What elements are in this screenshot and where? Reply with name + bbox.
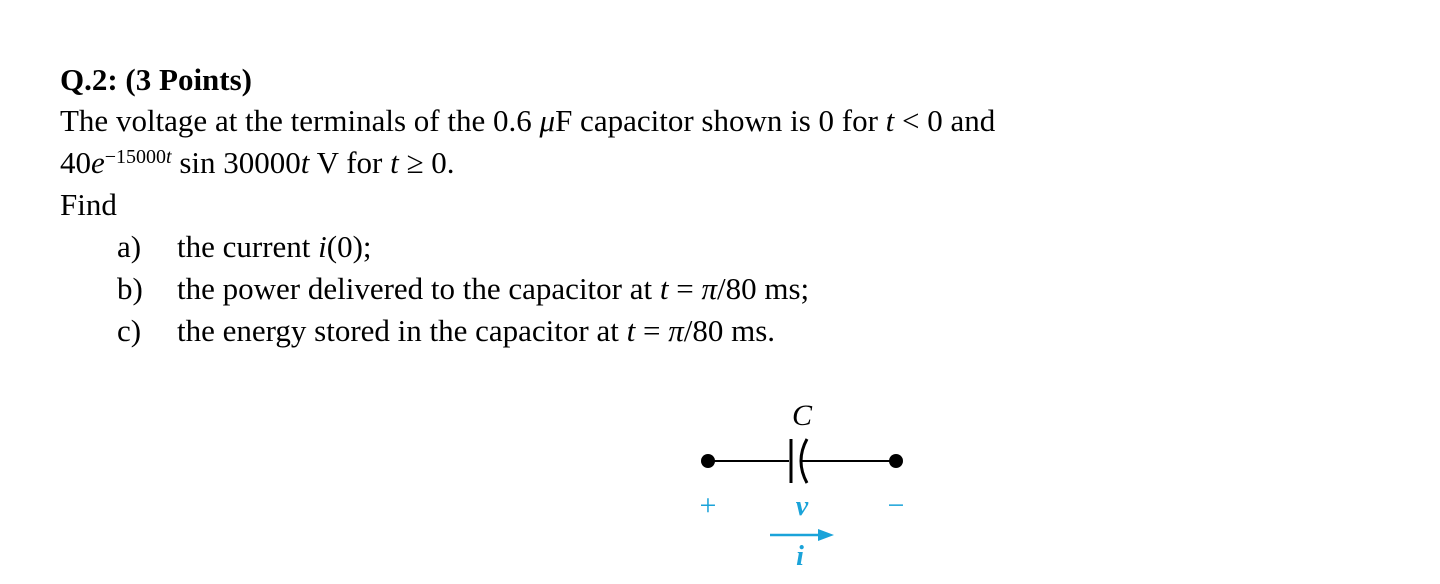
item-math: = bbox=[635, 313, 669, 348]
item-text: the current bbox=[177, 229, 319, 264]
item-math: (0); bbox=[326, 229, 372, 264]
pi-symbol: π bbox=[701, 271, 718, 306]
sin-term: sin 30000 bbox=[171, 145, 301, 180]
var-t: t bbox=[885, 103, 895, 138]
var-t: t bbox=[626, 313, 636, 348]
exponent-number: −15000 bbox=[104, 146, 167, 168]
line1-unit: F capacitor shown is 0 for bbox=[555, 103, 886, 138]
current-label: i bbox=[796, 541, 804, 572]
item-label: b) bbox=[117, 271, 143, 306]
item-tail: /80 ms. bbox=[683, 313, 776, 348]
question-title: Q.2: (3 Points) bbox=[60, 62, 253, 97]
question-block bbox=[60, 60, 1400, 352]
item-text: the power delivered to the capacitor at bbox=[177, 271, 660, 306]
var-t: t bbox=[390, 145, 399, 180]
line1-rest: < 0 and bbox=[894, 103, 996, 138]
coef: 40 bbox=[60, 145, 91, 180]
plus-label: + bbox=[699, 489, 717, 522]
item-text: the energy stored in the capacitor at bbox=[177, 313, 627, 348]
item-label: a) bbox=[117, 229, 142, 264]
var-t: t bbox=[300, 145, 310, 180]
var-t: t bbox=[659, 271, 669, 306]
exponent bbox=[105, 146, 172, 168]
item-tail: /80 ms; bbox=[717, 271, 810, 306]
inequality: ≥ 0. bbox=[398, 145, 455, 180]
sub-questions bbox=[60, 226, 1400, 352]
mu-symbol: μ bbox=[539, 103, 556, 138]
line2-rest: V for bbox=[309, 145, 391, 180]
question-line-2 bbox=[60, 142, 1400, 184]
minus-label: − bbox=[887, 489, 905, 522]
question-line-1 bbox=[60, 100, 1400, 142]
pi-symbol: π bbox=[668, 313, 684, 348]
list-item bbox=[60, 268, 1400, 310]
exponent-var: t bbox=[166, 146, 172, 168]
line1-prefix: The voltage at the terminals of the 0.6 bbox=[60, 103, 540, 138]
capacitor-circuit-diagram bbox=[680, 395, 940, 575]
list-item bbox=[60, 310, 1400, 352]
list-item bbox=[60, 226, 1400, 268]
item-math: = bbox=[668, 271, 702, 306]
current-arrow-head bbox=[818, 529, 834, 541]
item-label: c) bbox=[117, 313, 142, 348]
var-i: i bbox=[318, 229, 327, 264]
capacitor-label: C bbox=[791, 399, 813, 432]
var-e: e bbox=[91, 145, 105, 180]
voltage-label: v bbox=[795, 491, 809, 522]
find-label: Find bbox=[60, 187, 117, 222]
